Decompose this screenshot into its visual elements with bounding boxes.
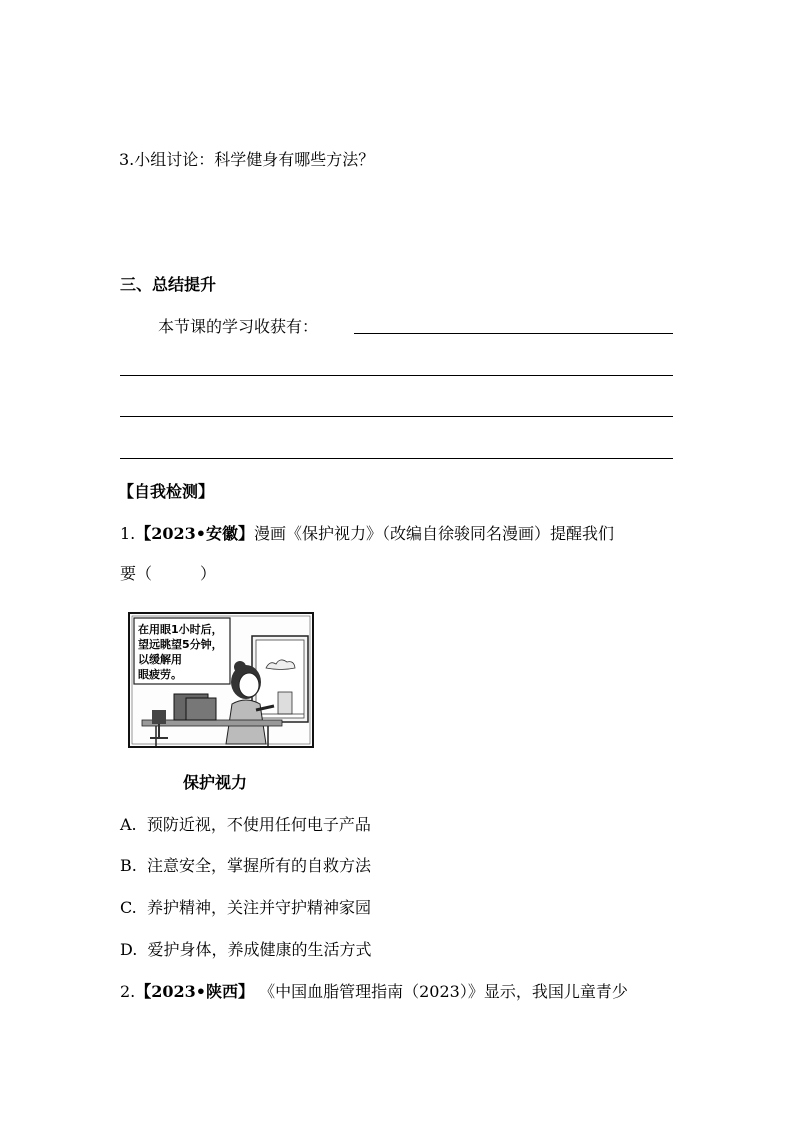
question-1-line-2: 要（ ） <box>120 564 217 583</box>
speech-line-3: 以缓解用 <box>138 653 182 666</box>
option-b-text: 注意安全，掌握所有的自救方法 <box>147 856 372 875</box>
option-d-letter: D. <box>120 940 138 959</box>
question-2-number: 2. <box>120 982 136 1001</box>
option-d <box>120 940 372 960</box>
speech-line-1: 在用眼1小时后， <box>138 623 223 636</box>
question-2-line-1 <box>120 982 628 1002</box>
question-2-stem: 《中国血脂管理指南（2023）》显示，我国儿童青少 <box>259 982 628 1001</box>
option-b-letter: B. <box>120 856 137 875</box>
answer-line-2 <box>120 416 673 417</box>
answer-line-1 <box>120 375 673 376</box>
cartoon-protect-eyesight <box>128 612 314 772</box>
option-a <box>120 815 371 835</box>
question-1-stem: 漫画《保护视力》（改编自徐骏同名漫画）提醒我们 <box>254 524 615 543</box>
cartoon-caption: 保护视力 <box>183 773 248 792</box>
self-check-heading: 【自我检测】 <box>118 482 215 501</box>
answer-line-3 <box>120 458 673 459</box>
speech-line-4: 眼疲劳。 <box>138 668 182 681</box>
question-1-line-1 <box>120 524 614 544</box>
section-heading-summary: 三、总结提升 <box>120 275 217 294</box>
option-a-text: 预防近视，不使用任何电子产品 <box>146 815 371 834</box>
speech-line-2: 望远眺望5分钟， <box>138 638 223 651</box>
option-c-letter: C. <box>120 898 137 917</box>
question-1-tag: 【2023•安徽】 <box>135 524 255 543</box>
answer-line-inline <box>354 333 673 334</box>
question-3: 3.小组讨论：科学健身有哪些方法？ <box>119 150 375 169</box>
summary-prompt: 本节课的学习收获有： <box>158 317 319 336</box>
option-d-text: 爱护身体，养成健康的生活方式 <box>147 940 372 959</box>
question-1-number: 1. <box>120 524 136 543</box>
option-c-text: 养护精神，关注并守护精神家园 <box>146 898 371 917</box>
option-b <box>120 856 371 876</box>
option-a-letter: A. <box>120 815 137 834</box>
option-c <box>120 898 371 918</box>
question-2-tag: 【2023•陕西】 <box>135 982 255 1001</box>
